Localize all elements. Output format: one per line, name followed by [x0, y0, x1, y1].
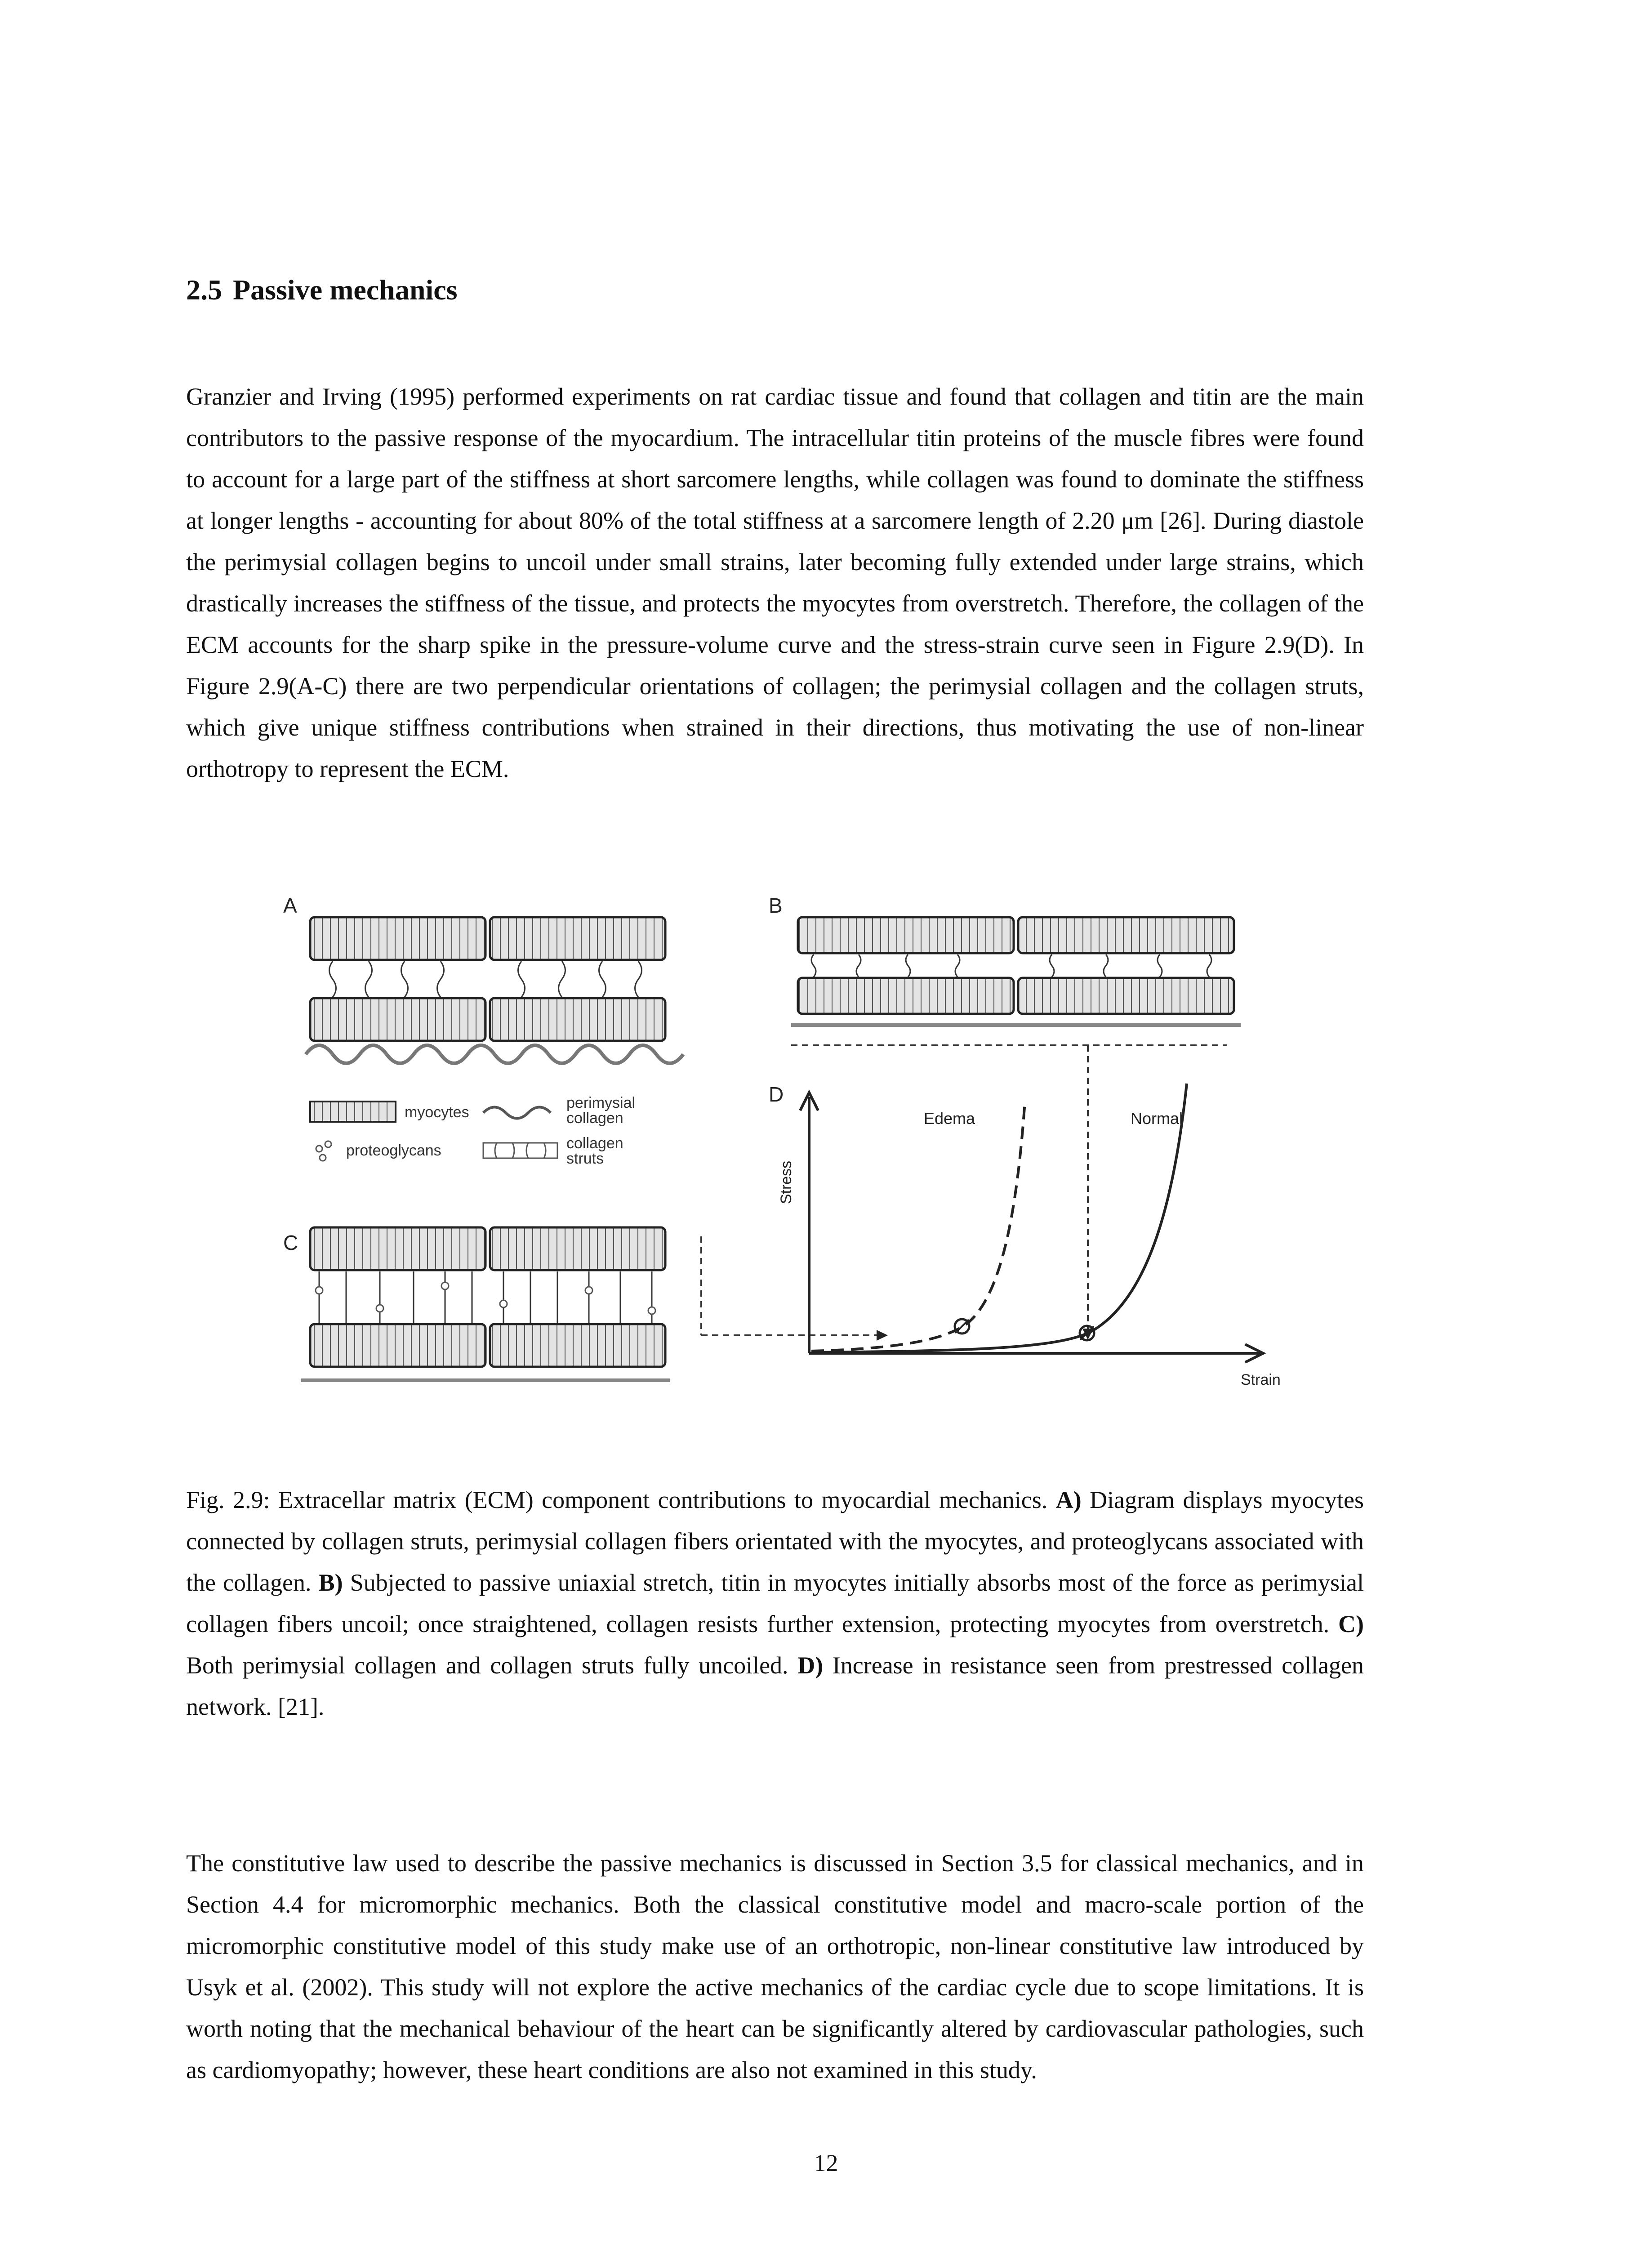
section-number: 2.5: [186, 274, 222, 306]
page-number: 12: [814, 2150, 838, 2177]
c-arrow-head: [877, 1330, 888, 1341]
edema-label: Edema: [924, 1109, 975, 1128]
caption-a-label: A): [1055, 1486, 1082, 1513]
y-axis-label: Stress: [778, 1160, 795, 1204]
panel-b-diagram: [791, 917, 1241, 1340]
legend-wave-icon: [483, 1107, 551, 1119]
panel-b-label: B: [769, 894, 783, 917]
myocyte-cell: [490, 917, 665, 960]
legend-proteoglycans: proteoglycans: [346, 1142, 441, 1159]
caption-c-label: C): [1338, 1610, 1364, 1637]
legend-struts-2: struts: [566, 1150, 604, 1167]
section-heading: [186, 273, 468, 307]
body-paragraph-1: Granzier and Irving (1995) performed experiments on rat cardiac tissue and found that collagen and titin are the main contributors to the passive response of the myocardium. The intracellular titin proteins of the muscle fibres were found to account for a large part of the stiffness at short sarcomere lengths, while collagen was found to dominate the stiffness at longer lengths - accounting for about 80% of the total stiffness at a sarcomere length of 2.20 μm [26]. During diastole the perimysial collagen begins to uncoil under small strains, later becoming fully extended under large strains, which drastically increases the stiffness of the tissue, and protects the myocytes from overstretch. Therefore, the collagen of the ECM accounts for the sharp spike in the pressure-volume curve and the stress-strain curve seen in Figure 2.9(D). In Figure 2.9(A-C) there are two perpendicular orientations of collagen; the perimysial collagen and the collagen struts, which give unique stiffness contributions when strained in their directions, thus motivating the use of non-linear orthotropy to represent the ECM.: [186, 383, 1364, 782]
figure-2-9: [270, 886, 1304, 1407]
coiled-struts: [330, 961, 642, 997]
figure-caption: [186, 1479, 1364, 1727]
panel-a-label: A: [283, 894, 297, 917]
caption-a-text: Diagram displays myocytes connected by collagen struts, perimysial collagen fibers orientated with the myocytes, and proteoglycans associated with the collagen.: [186, 1486, 1364, 1596]
myocyte-cell: [310, 1227, 485, 1270]
partially-coiled-struts: [811, 955, 1211, 977]
panel-d-chart: [778, 1084, 1281, 1388]
normal-label: Normal: [1131, 1109, 1183, 1128]
panel-d-label: D: [769, 1083, 784, 1106]
x-axis-label: Strain: [1241, 1371, 1281, 1388]
straight-struts: [319, 1271, 652, 1323]
legend-perimysial-2: collagen: [566, 1110, 623, 1127]
perimysial-collagen-wave: [306, 1045, 683, 1063]
panel-a-diagram: [306, 917, 683, 1063]
body-paragraph-2: The constitutive law used to describe the passive mechanics is discussed in Section 3.5 for classical mechanics, and in Section 4.4 for micromorphic mechanics. Both the classical constitutive model and macro-scale portion of the micromorphic constitutive model of this study make use of an orthotropic, non-linear constitutive law introduced by Usyk et al. (2002). This study will not explore the active mechanics of the cardiac cycle due to scope limitations. It is worth noting that the mechanical behaviour of the heart can be significantly altered by cardiovascular pathologies, such as cardiomyopathy; however, these heart conditions are also not examined in this study.: [186, 1850, 1364, 2083]
myocyte-cell: [1018, 917, 1234, 953]
edema-curve: [811, 1102, 1025, 1351]
myocyte-cell: [1018, 978, 1234, 1014]
myocyte-cell: [490, 1227, 665, 1270]
legend-myocytes: myocytes: [405, 1104, 469, 1121]
caption-d-label: D): [797, 1652, 824, 1679]
myocyte-cell: [310, 1324, 485, 1367]
caption-d-text: Increase in resistance seen from prestressed collagen network. [21].: [186, 1652, 1364, 1720]
panel-c-label: C: [283, 1231, 298, 1254]
myocyte-cell: [798, 978, 1014, 1014]
legend-myocyte-swatch: [310, 1102, 396, 1122]
panel-c-diagram: [301, 1227, 888, 1380]
legend-proteoglycan-icon: [316, 1146, 322, 1152]
proteoglycans-c: [316, 1282, 655, 1314]
myocyte-cell: [490, 998, 665, 1041]
caption-c-text: Both perimysial collagen and collagen struts fully uncoiled.: [186, 1652, 788, 1679]
myocyte-cell: [310, 998, 485, 1041]
legend-perimysial-1: perimysial: [566, 1094, 636, 1111]
figure-svg: [270, 886, 1304, 1407]
caption-prefix: Fig. 2.9: Extracellar matrix (ECM) component contributions to myocardial mechanics.: [186, 1486, 1048, 1513]
myocyte-cell: [798, 917, 1014, 953]
legend-proteoglycan-icon: [320, 1155, 326, 1161]
myocyte-cell: [490, 1324, 665, 1367]
figure-legend: [310, 1094, 635, 1167]
myocyte-cell: [310, 917, 485, 960]
caption-b-text: Subjected to passive uniaxial stretch, titin in myocytes initially absorbs most of the force as perimysial collagen fibers uncoil; once straightened, collagen resists further extension, protecting myocytes from overstretch.: [186, 1569, 1364, 1637]
legend-proteoglycan-icon: [325, 1141, 331, 1147]
caption-b-label: B): [318, 1569, 343, 1596]
section-title: Passive mechanics: [233, 274, 458, 306]
legend-struts-1: collagen: [566, 1135, 623, 1152]
legend-struts-icon: [495, 1143, 546, 1158]
